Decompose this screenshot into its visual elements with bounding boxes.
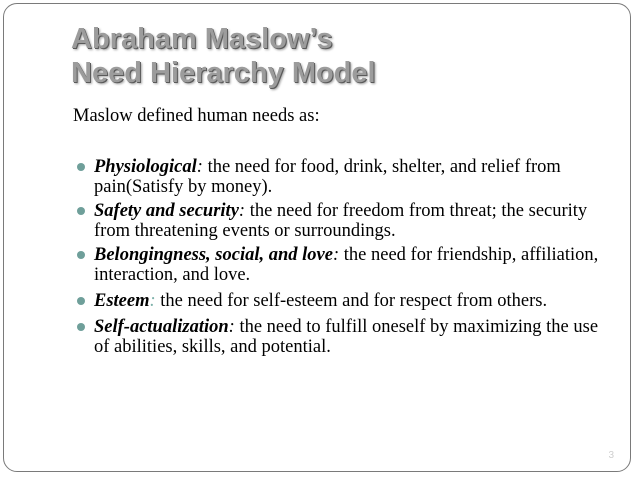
slide-frame — [3, 3, 631, 472]
bullet-text: the need to fulfill oneself by maximizing the use of abilities, skills, and potential. — [94, 317, 599, 357]
bullet-separator: : — [238, 201, 246, 221]
bullet-item-belongingness — [76, 245, 616, 285]
circle-bullet-icon — [76, 250, 86, 260]
circle-bullet-icon — [76, 296, 86, 306]
page-number: 3 — [608, 450, 614, 461]
bullet-term: Safety and security — [94, 201, 239, 221]
bullet-text: the need for self-esteem and for respect from others. — [155, 291, 548, 311]
circle-bullet-icon — [76, 322, 86, 332]
bullet-term: Belongingness, social, and love — [94, 245, 333, 265]
bullet-text: the need for friendship, affiliation, interaction, and love. — [94, 245, 599, 285]
bullet-term: Self-actualization — [94, 317, 229, 337]
circle-bullet-icon — [76, 206, 86, 216]
bullet-separator: : — [228, 317, 235, 337]
bullet-item-self-actualization — [76, 317, 616, 357]
bullet-text: the need for freedom from threat; the security from threatening events or surroundings. — [94, 201, 588, 241]
bullet-text: the need for food, drink, shelter, and relief from pain(Satisfy by money). — [94, 157, 561, 197]
bullet-list — [76, 157, 616, 361]
bullet-item-esteem — [76, 291, 616, 311]
intro-text: Maslow defined human needs as: — [73, 106, 320, 126]
circle-bullet-icon — [76, 162, 86, 172]
slide-title — [71, 22, 376, 90]
bullet-term: Physiological — [94, 157, 197, 177]
bullet-term: Esteem — [94, 291, 150, 311]
title-line-1: Abraham Maslow’s — [71, 23, 333, 55]
bullet-item-safety — [76, 201, 616, 241]
bullet-separator: : — [149, 291, 156, 311]
bullet-item-physiological — [76, 157, 616, 197]
bullet-separator: : — [332, 245, 340, 265]
title-line-2: Need Hierarchy Model — [71, 57, 376, 89]
bullet-separator: : — [196, 157, 203, 177]
